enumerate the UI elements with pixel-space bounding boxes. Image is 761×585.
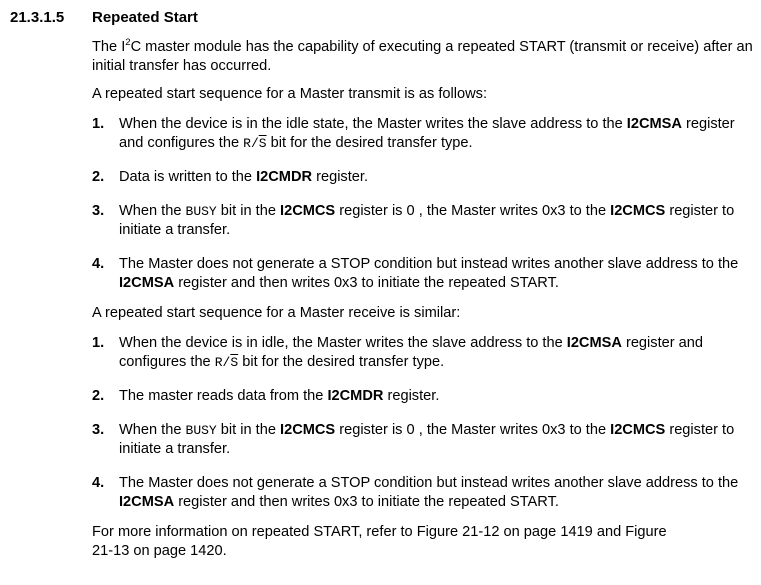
register-name: I2CMDR (256, 169, 313, 185)
receive-step-1: 1. When the device is in idle, the Master writes the slave address to the I2CMSA register and configures the $R/\overline{S}$ bit for the desired transfer type. (92, 335, 704, 370)
register-name: I2CMCS (280, 203, 336, 219)
register-name: I2CMDR (327, 388, 384, 404)
transmit-step-3: 3. When the BUSY bit in the I2CMCS register is 0 , the Master writes 0x3 to the I2CMCS register to initiate a transfer. (92, 203, 735, 238)
step-number: 1. (92, 116, 105, 132)
transmit-steps-list (92, 115, 757, 293)
register-name: I2CMSA (566, 335, 622, 351)
section-body (92, 38, 757, 561)
superscript: 2 (125, 37, 131, 48)
receive-steps-list (92, 334, 757, 512)
receive-step-2: 2. The master reads data from the I2CMDR register. (92, 388, 440, 404)
register-name: I2CMSA (119, 494, 175, 510)
bit-name: BUSY (185, 423, 217, 438)
register-name: I2CMCS (610, 203, 666, 219)
register-name: I2CMSA (626, 116, 682, 132)
bit-name: BUSY (185, 204, 217, 219)
receive-step-4: 4. The Master does not generate a STOP condition but instead writes another slave address to the I2CMSA register and then writes 0x3 to initiate the repeated START. (92, 475, 739, 510)
receive-lead: A repeated start sequence for a Master receive is similar: (92, 305, 461, 321)
register-name: I2CMCS (610, 422, 666, 438)
footer-paragraph: For more information on repeated START, refer to Figure 21-12 on page 1419 and Figure 21-13 on page 1420. (92, 524, 667, 559)
transmit-step-4: 4. The Master does not generate a STOP condition but instead writes another slave address to the I2CMSA register and then writes 0x3 to initiate the repeated START. (92, 256, 739, 291)
step-number: 4. (92, 256, 105, 272)
step-number: 2. (92, 169, 105, 185)
step-number: 3. (92, 422, 105, 438)
section-title: Repeated Start (92, 9, 198, 26)
transmit-step-2: 2. Data is written to the I2CMDR register. (92, 169, 369, 185)
step-number: 3. (92, 203, 105, 219)
section-number: 21.3.1.5 (10, 9, 65, 26)
step-number: 4. (92, 475, 105, 491)
intro-paragraph: The $I^2C$ master module has the capability of executing a repeated START (transmit or receive) after an initial transfer has occurred. (92, 37, 753, 74)
register-name: I2CMSA (119, 275, 175, 291)
register-name: I2CMCS (280, 422, 336, 438)
step-number: 1. (92, 335, 105, 351)
transmit-step-1: 1. When the device is in the idle state, the Master writes the slave address to the I2CMSA register and configures the $R/\overline{S}$ bit for the desired transfer type. (92, 116, 735, 151)
receive-step-3: 3. When the BUSY bit in the I2CMCS register is 0 , the Master writes 0x3 to the I2CMCS register to initiate a transfer. (92, 422, 735, 457)
transmit-lead: A repeated start sequence for a Master transmit is as follows: (92, 86, 488, 102)
bit-name: $R/\overline{S}$ (243, 136, 267, 151)
step-number: 2. (92, 388, 105, 404)
bit-name: $R/\overline{S}$ (214, 355, 239, 370)
